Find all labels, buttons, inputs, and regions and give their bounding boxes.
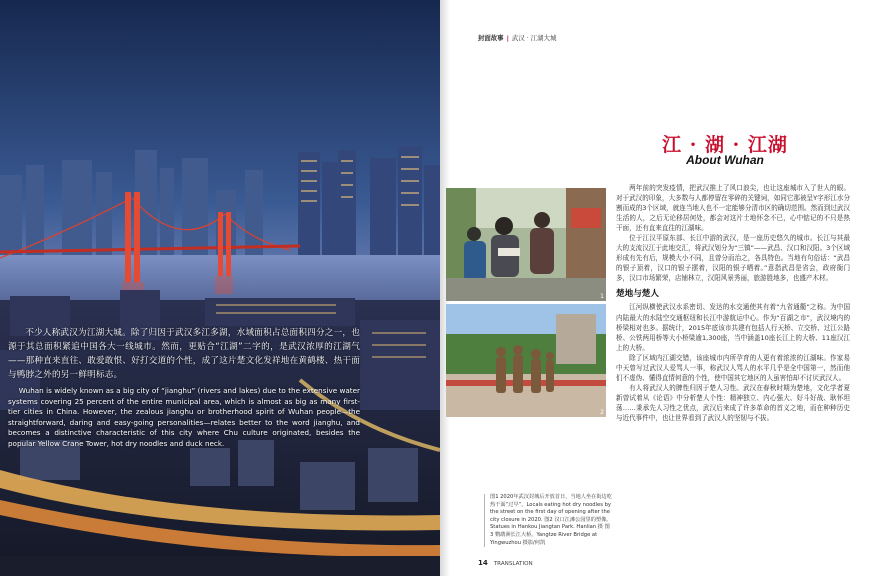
- left-caption-zh: 不少人称武汉为江湖大城。除了归因于武汉多江多湖，水域面积占总面积四分之一，也源于其总面积紧追中国各大一线城市。然而，更贴合“江湖”二字的，是武汉浓厚的江湖气——那种直来直往、敢爱敢恨、好打交道的个性，成了这片楚文化发祥地在黄鹤楼、热干面与鸭脖之外的另一鲜明标志。: [8, 328, 360, 380]
- intro-paragraph-2: 位于江汉平原东部、长江中游的武汉，是一座历史悠久的城市。长江与其最大的支流汉江于此地交汇，将武汉划分为“三镇”——武昌、汉口和汉阳。3个区域形成有先有后，规模大小不同，且曾分而治之，各具特色。当地有句俗话：“武昌的银子顶着，汉口的银子摆着，汉阳的银子晒着。”意指武昌是省会，政府衙门多，汉口市场繁荣，店铺林立，汉阳风景秀丽，旅游胜地多，也盛产木材。: [616, 234, 850, 283]
- publication-name: TRANSLATION: [493, 561, 533, 567]
- article-subheading: 楚地与楚人: [616, 289, 659, 300]
- article-body: [616, 183, 850, 423]
- section-header: [478, 33, 556, 42]
- street-scene-image: [446, 188, 606, 301]
- left-caption-en: Wuhan is widely known as a big city of “jianghu” (rivers and lakes) due to the extensive water systems covering 25 percent of the entire municipal area, which is almost as big as many first-tier cities in China. However, the zealous jianghu or brotherhood spirit of Wuhan people—the straightforward, daring and easy-going personalities—relates better to the word jianghu, and becomes a distinctive characteristic of this city where Chu culture originated, besides the popular Yellow Crane Tower, hot dry noodles and duck neck.: [8, 386, 360, 448]
- statues-scene-image: [446, 304, 606, 417]
- article-title-en: About Wuhan: [686, 153, 764, 167]
- body-paragraph-1: 江河纵横使武汉水系密切、发达的水交通使其有着“九省通衢”之称。为中国内陆最大的水陆空交通枢纽和长江中游航运中心。作为“百湖之市”，武汉境内的桥梁相对也多。据统计，2015年底该市共建有包括人行天桥、立交桥、过江公路桥、公铁两用桥等大小桥梁逾1,300座，当中涵盖10座长江上的大桥、11座汉江上的大桥。: [616, 303, 850, 352]
- photo-number: 2: [600, 409, 604, 416]
- photo-park-statues: [446, 304, 606, 417]
- body-paragraph-3: 有人将武汉人的脾性归因于楚人习性。武汉在春秋时期为楚地，文化学者夏新曾试着从《论语》中分析楚人个性：精神独立、内心强大、好斗好战、耿怀坦荡……秉承先人习性之优点，武汉后来成了许多革命的首义之地，而在种种历史与近代事件中，也让世界看到了武汉人的坚韧与不拔。: [616, 383, 850, 422]
- left-caption-block: [8, 326, 360, 450]
- wuhan-night-skyline-illustration: [0, 0, 440, 576]
- page-number: 14: [478, 559, 488, 567]
- article-title-zh: 江 · 湖 · 江湖: [662, 134, 788, 156]
- header-divider: |: [506, 34, 509, 42]
- photo-caption: 图1 2020年武汉封城后开放首日，当地人坐在街边吃热干面“过早”。Locals eating hot dry noodles by the street on the first day of opening after the city closure in 2020. 图2 汉口江滩公园里的塑像。Statues in Hankou Jiangtan Park. Hanlian 摄 图3 鹦鹉洲长江大桥。Yangtze River Bridge at Yingwuzhou 摄影/何凯: [484, 494, 612, 547]
- photo-street-noodles: [446, 188, 606, 301]
- subsection-label: 武汉 · 江湖大城: [511, 34, 557, 42]
- photo-number: 1: [600, 293, 604, 300]
- body-paragraph-2: 除了区域内江湖交错，该座城市内所孕育的人更有着浓浓的江湖味。作家易中天曾写过武汉人爱骂人一事，称武汉人骂人的水平几乎是全中国第一，然而他们不虚伪、懂得直情何意的个性，使中国其它地区的人虽害怕却不讨厌武汉人。: [616, 353, 850, 382]
- intro-paragraph-1: 两年前的突发疫情，把武汉推上了风口浪尖，也让这座城市入了世人的眼。对于武汉的印象，大多数与人都停留在零碎的关键词，如同它那被呈Y字形江水分割而成的3个区域，就连当地人也不一定能够分清市区的确切范围。然而到过武汉生活的人，之后无论移居何处，都会对这片土地怀念不已，心中惦记的不只是热干面，还有直来直往的江湖味。: [616, 184, 850, 233]
- section-label: 封面故事: [478, 34, 504, 42]
- left-page-photo: [0, 0, 440, 576]
- page-footer: [478, 559, 533, 567]
